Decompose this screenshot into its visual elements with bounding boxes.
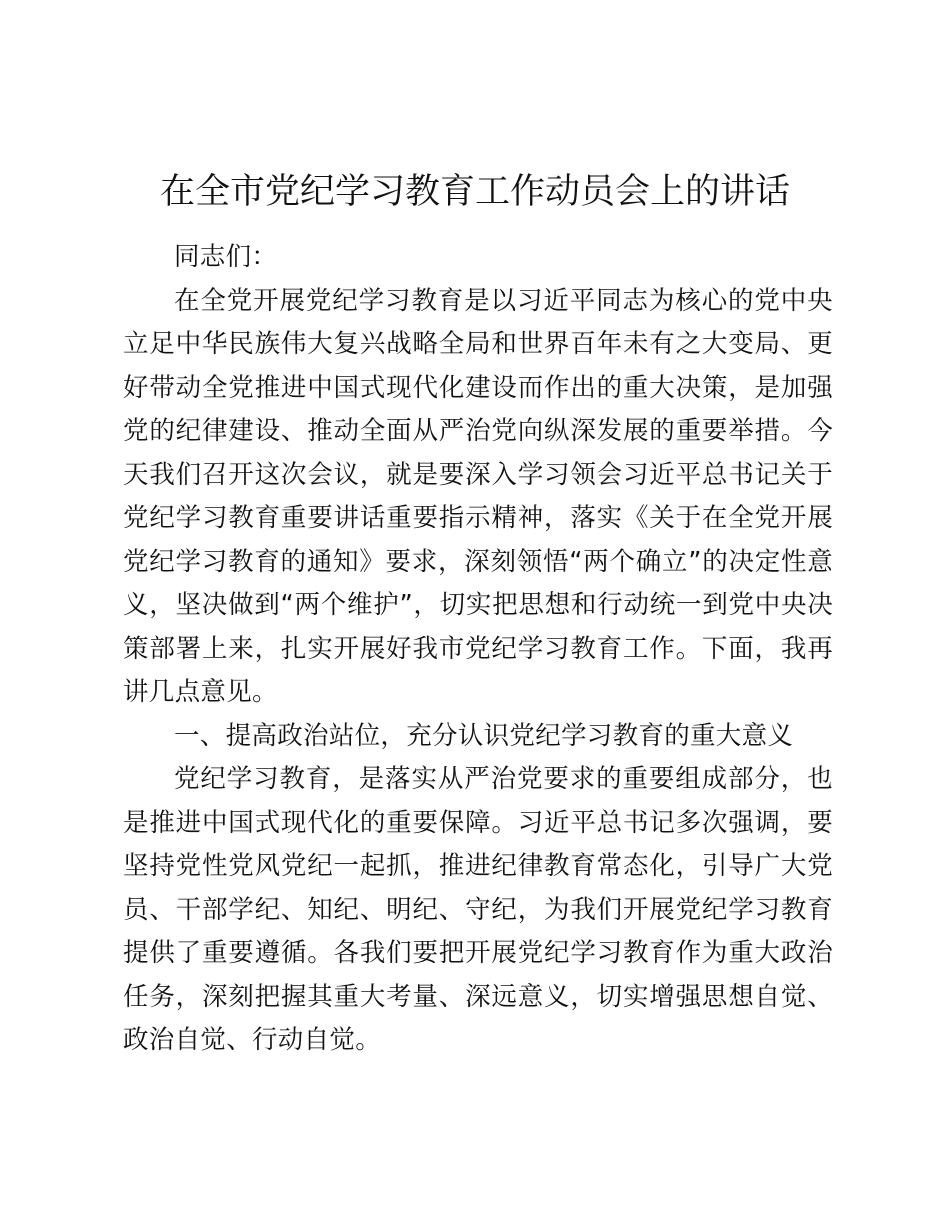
section-heading-1: 一、提高政治站位，充分认识党纪学习教育的重大意义 [174,720,794,751]
document-body [123,236,833,1063]
salutation: 同志们： [174,242,278,272]
document-title: 在全市党纪学习教育工作动员会上的讲话 [159,172,790,212]
paragraph-intro: 在全党开展党纪学习教育是以习近平同志为核心的党中央立足中华民族伟大复兴战略全局和世界百年未有之大变局、更好带动全党推进中国式现代化建设而作出的重大决策，是加强党的纪律建设、推动全面从严治党向纵深发展的重要举措。今天我们召开这次会议，就是要深入学习领会习近平总书记关于党纪学习教育重要讲话重要指示精神，落实《关于在全党开展党纪学习教育的通知》要求，深刻领悟“两个确立”的决定性意义，坚决做到“两个维护”，切实把思想和行动统一到党中央决策部署上来，扎实开展好我市党纪学习教育工作。下面，我再讲几点意见。 [123,285,833,707]
paragraph-section-1: 党纪学习教育，是落实从严治党要求的重要组成部分，也是推进中国式现代化的重要保障。习近平总书记多次强调，要坚持党性党风党纪一起抓，推进纪律教育常态化，引导广大党员、干部学纪、知纪、明纪、守纪，为我们开展党纪学习教育提供了重要遵循。各我们要把开展党纪学习教育作为重大政治任务，深刻把握其重大考量、深远意义，切实增强思想自觉、政治自觉、行动自觉。 [123,764,833,1055]
